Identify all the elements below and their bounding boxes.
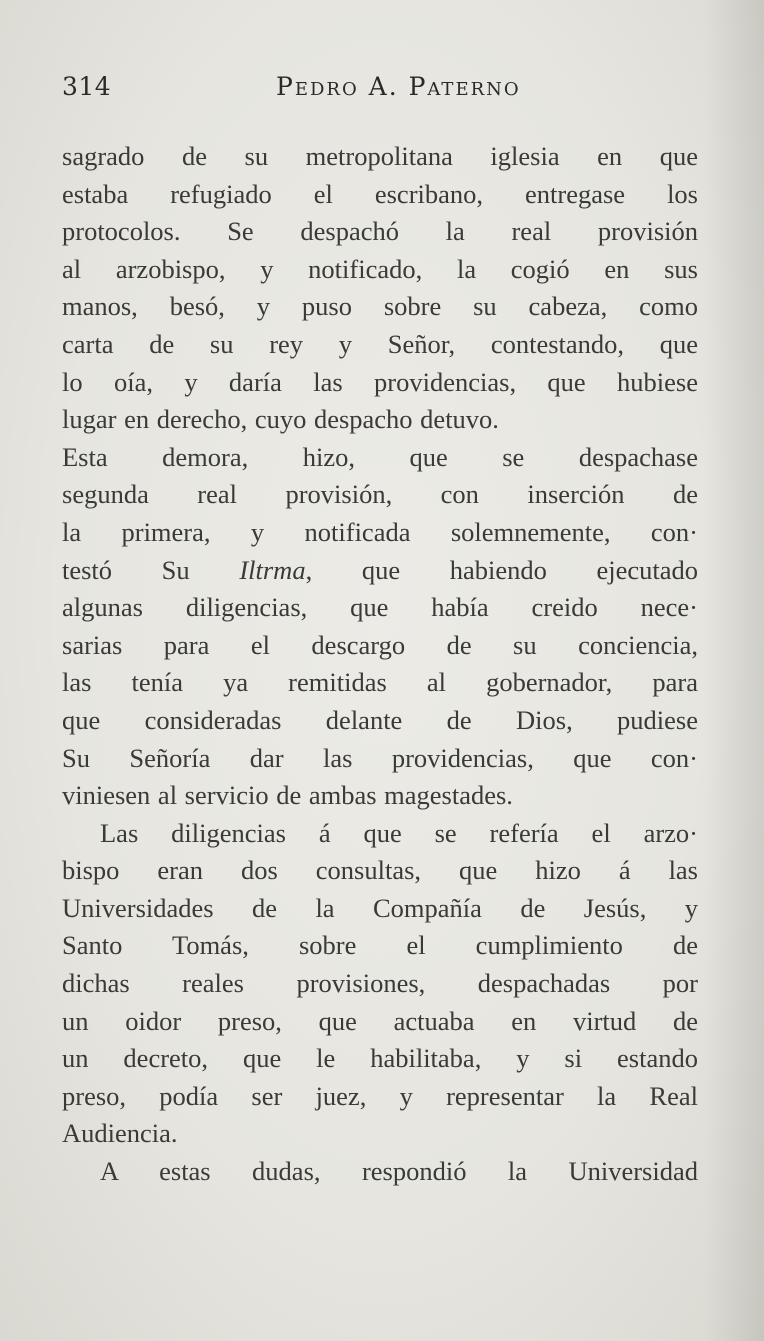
- text-line: Las diligencias á que se refería el arzo·: [100, 817, 698, 848]
- text-line: A estas dudas, respondió la Universidad: [100, 1156, 698, 1187]
- text-line: Audiencia.: [62, 1118, 178, 1149]
- page-number: 314: [62, 72, 112, 101]
- text-line: sagrado de su metropolitana iglesia en que: [62, 141, 698, 171]
- text-line: preso, podía ser juez, y representar la Real: [62, 1080, 698, 1111]
- text-line: segunda real provisión, con inserción de: [62, 479, 698, 510]
- text-line: la primera, y notificada solemnemente, con·: [62, 516, 698, 547]
- italic-abbreviation: Iltrma: [239, 554, 306, 585]
- text-line: viniesen al servicio de ambas magestades.: [62, 780, 513, 811]
- text-line: lugar en derecho, cuyo despacho detuvo.: [62, 404, 499, 435]
- text-line: manos, besó, y puso sobre su cabeza, como: [62, 291, 698, 322]
- text-line: bispo eran dos consultas, que hizo á las: [62, 855, 698, 886]
- text-segment: testó Su: [62, 554, 240, 585]
- running-head: Pedro A. Paterno: [276, 72, 521, 101]
- text-line: las tenía ya remitidas al gobernador, para: [62, 667, 698, 698]
- text-line: Su Señoría dar las providencias, que con·: [62, 742, 698, 773]
- text-line: Universidades de la Compañía de Jesús, y: [62, 892, 698, 923]
- text-line: sarias para el descargo de su conciencia,: [62, 629, 698, 660]
- text-line: un oidor preso, que actuaba en virtud de: [62, 1005, 698, 1036]
- text-line-mixed: [62, 552, 698, 590]
- text-line: algunas diligencias, que había creido nece·: [62, 592, 698, 623]
- text-line: que consideradas delante de Dios, pudiese: [62, 704, 698, 735]
- text-line: protocolos. Se despachó la real provisión: [62, 216, 698, 247]
- page-header: [62, 68, 702, 108]
- body-text: [62, 138, 698, 1191]
- text-line: lo oía, y daría las providencias, que hubiese: [62, 366, 698, 397]
- text-line: dichas reales provisiones, despachadas por: [62, 968, 698, 999]
- text-line: al arzobispo, y notificado, la cogió en sus: [62, 253, 698, 284]
- text-line: estaba refugiado el escribano, entregase los: [62, 178, 698, 209]
- text-line: un decreto, que le habilitaba, y si estando: [62, 1043, 698, 1074]
- text-line: carta de su rey y Señor, contestando, que: [62, 328, 698, 359]
- text-segment: , que habiendo ejecutado: [305, 554, 699, 585]
- text-line: Santo Tomás, sobre el cumplimiento de: [62, 930, 698, 961]
- text-line: Esta demora, hizo, que se despachase: [62, 441, 698, 472]
- page-edge-shadow: [704, 0, 764, 1341]
